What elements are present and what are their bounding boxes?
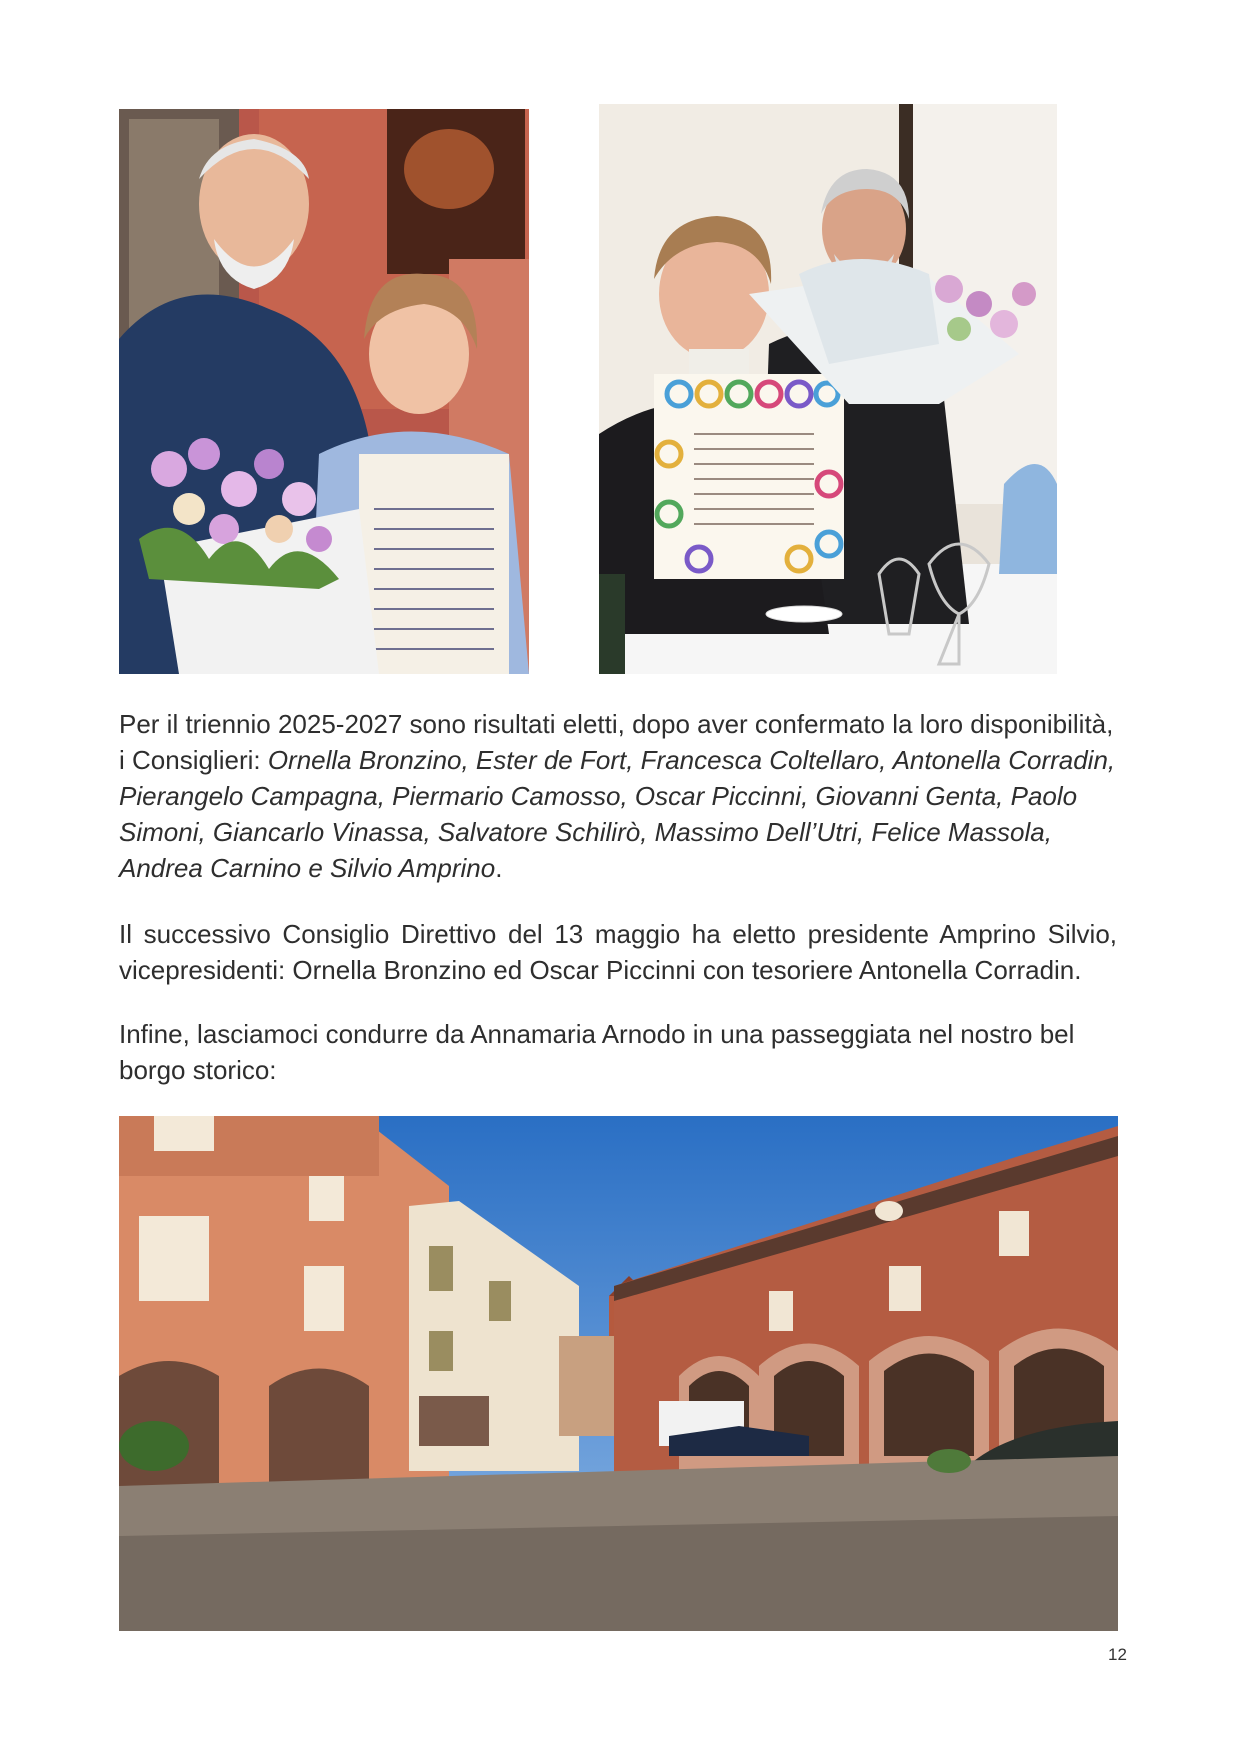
paragraph-walk-intro: Infine, lasciamoci condurre da Annamaria Arnodo in una passeggiata nel nostro bel borgo storico:: [119, 1019, 1075, 1085]
photo-award-left-image: [119, 109, 529, 674]
photo-award-right-image: [599, 104, 1057, 674]
paragraph-council-members: [119, 706, 1117, 886]
council-member-names: Ornella Bronzino, Ester de Fort, Francesca Coltellaro, Antonella Corradin, Pierangelo Campagna, Piermario Camosso, Oscar Piccinni, Giovanni Genta, Paolo Simoni, Giancarlo Vinassa, Salvatore Schilirò, Massimo Dell’Utri, Felice Massola, Andrea Carnino e Silvio Amprino: [119, 745, 1116, 883]
page-number: 12: [1108, 1645, 1127, 1664]
paragraph-intro: Per il triennio 2025-2027 sono risultati eletti, dopo aver confermato la loro disponibilità, i Consiglieri:: [119, 709, 1114, 775]
paragraph-board-election: Il successivo Consiglio Direttivo del 13 maggio ha eletto presidente Amprino Silvio, vicepresidenti: Ornella Bronzino ed Oscar Piccinni con tesoriere Antonella Corradin.: [119, 919, 1117, 985]
paragraph-end: .: [495, 853, 503, 883]
photo-borgo-storico-image: [119, 1116, 1118, 1631]
photo-award-right: [599, 104, 1057, 674]
photo-borgo-storico: [119, 1116, 1118, 1631]
photo-award-left: [119, 109, 529, 674]
